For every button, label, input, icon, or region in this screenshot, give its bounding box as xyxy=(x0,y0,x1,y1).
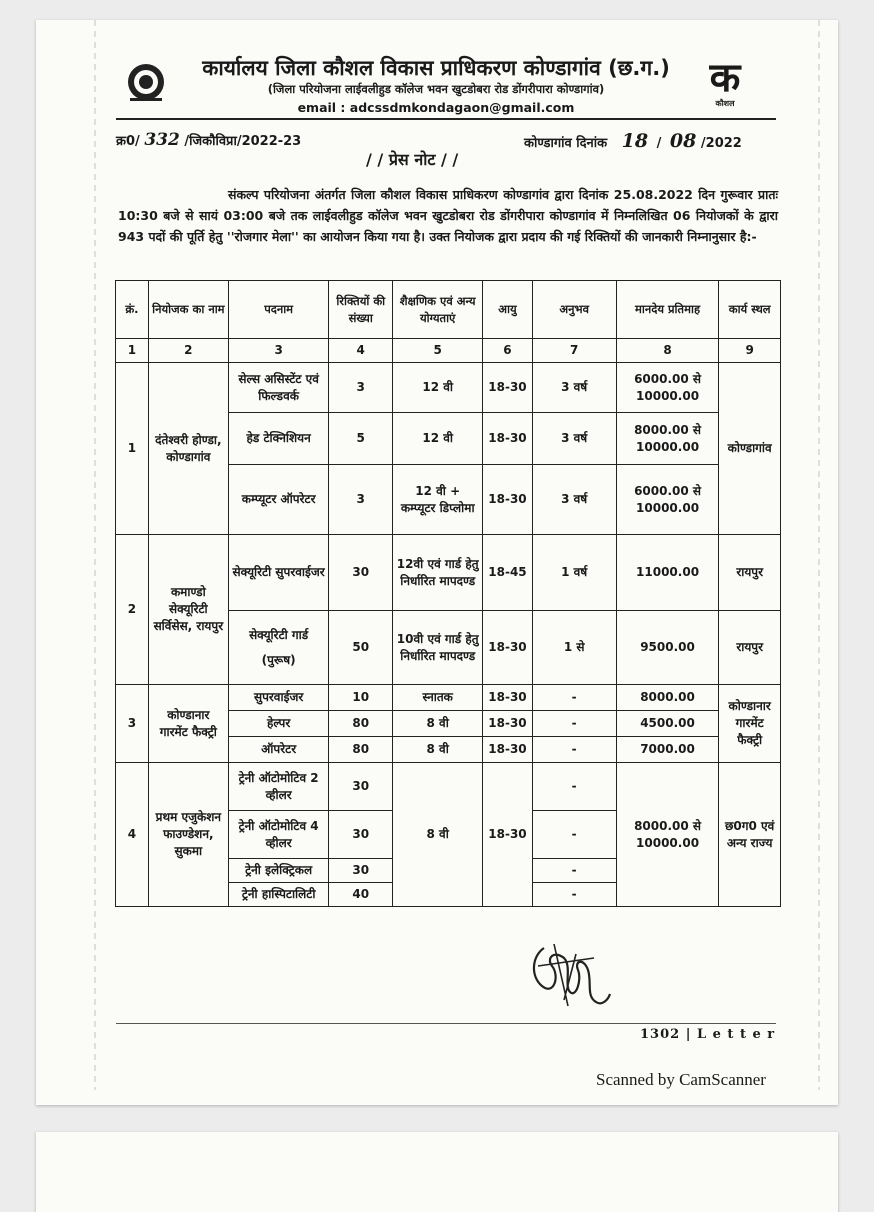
date-line: कोण्डागांव दिनांक 18 / 08 /2022 xyxy=(524,130,742,152)
date-day: 18 xyxy=(621,130,649,152)
post-name: हेल्पर xyxy=(228,711,329,737)
post-name: ट्रेनी हास्पिटालिटी xyxy=(228,883,329,907)
office-email: email : adcssdmkondagaon@gmail.com xyxy=(297,100,575,115)
serial-number: 1 xyxy=(116,363,149,535)
work-location: कोण्डानार गारमेंट फैक्ट्री xyxy=(719,685,781,763)
qualification: 8 वी xyxy=(393,763,483,907)
age: 18-30 xyxy=(483,685,532,711)
skill-logo-caption: कौशल xyxy=(715,99,735,108)
salary: 7000.00 xyxy=(616,737,719,763)
header-cell: आयु xyxy=(483,281,532,339)
scan-artifact-right xyxy=(818,20,820,1090)
experience: - xyxy=(532,685,616,711)
post-name: सेल्स असिस्टेंट एवं फिल्डवर्क xyxy=(228,363,329,413)
header-cell: क्रं. xyxy=(116,281,149,339)
work-location: रायपुर xyxy=(719,611,781,685)
age: 18-30 xyxy=(483,465,532,535)
experience: 3 वर्ष xyxy=(532,465,616,535)
column-number: 5 xyxy=(393,339,483,363)
next-page-edge xyxy=(36,1132,838,1212)
vacancy-count: 30 xyxy=(329,763,393,811)
reference-number xyxy=(116,130,301,150)
header-cell: पदनाम xyxy=(228,281,329,339)
column-number: 2 xyxy=(148,339,228,363)
press-note-heading: / / प्रेस नोट / / xyxy=(366,150,459,169)
letter-code: 1302 | L e t t e r xyxy=(640,1027,776,1042)
government-emblem-icon xyxy=(126,62,166,102)
age: 18-45 xyxy=(483,535,532,611)
header-cell: शैक्षणिक एवं अन्य योग्यताएं xyxy=(393,281,483,339)
header-cell: कार्य स्थल xyxy=(719,281,781,339)
age: 18-30 xyxy=(483,363,532,413)
experience: - xyxy=(532,883,616,907)
column-number-row xyxy=(116,339,781,363)
post-name: सुपरवाईजर xyxy=(228,685,329,711)
column-number: 3 xyxy=(228,339,329,363)
vacancy-count: 80 xyxy=(329,737,393,763)
footer-divider xyxy=(116,1023,776,1024)
serial-number: 4 xyxy=(116,763,149,907)
table-header-row xyxy=(116,281,781,339)
reference-handwritten-number: 332 xyxy=(144,130,180,150)
salary: 6000.00 से 10000.00 xyxy=(616,465,719,535)
qualification: 12 वी xyxy=(393,413,483,465)
post-name: ट्रेनी इलेक्ट्रिकल xyxy=(228,859,329,883)
post-name xyxy=(228,611,329,685)
qualification: 8 वी xyxy=(393,737,483,763)
experience: - xyxy=(532,859,616,883)
press-note-body: संकल्प परियोजना अंतर्गत जिला कौशल विकास प्राधिकरण कोण्डागांव द्वारा दिनांक 25.08.2022 दिन गुरूवार प्रातः 10:30 बजे से सायं 03:00 बजे तक लाईवलीहुड कॉलेज भवन खुटडोबरा रोड डोंगरीपारा कोण्डागांव में निम्नलिखित 06 नियोजकों के द्वारा 943 पदों की पूर्ति हेतु ''रोजगार मेला'' का आयोजन किया गया है। उक्त नियोजक द्वारा प्रदाय की गई रिक्तियों की जानकारी निम्नानुसार है:- xyxy=(118,187,778,244)
header-cell: अनुभव xyxy=(532,281,616,339)
work-location: रायपुर xyxy=(719,535,781,611)
vacancy-count: 30 xyxy=(329,859,393,883)
column-number: 6 xyxy=(483,339,532,363)
column-number: 8 xyxy=(616,339,719,363)
employer-name: प्रथम एजुकेशन फाउण्डेशन, सुकमा xyxy=(148,763,228,907)
work-location: छ0ग0 एवं अन्य राज्य xyxy=(719,763,781,907)
qualification: 12वी एवं गार्ड हेतु निर्धारित मापदण्ड xyxy=(393,535,483,611)
post-name: ऑपरेटर xyxy=(228,737,329,763)
table-row xyxy=(116,363,781,413)
column-number: 4 xyxy=(329,339,393,363)
qualification: 10वी एवं गार्ड हेतु निर्धारित मापदण्ड xyxy=(393,611,483,685)
office-address: (जिला परियोजना लाईवलीहुड कॉलेज भवन खुटडोबरा रोड डोंगरीपारा कोण्डागांव) xyxy=(267,82,605,96)
vacancy-count: 40 xyxy=(329,883,393,907)
age: 18-30 xyxy=(483,413,532,465)
post-name: ट्रेनी ऑटोमोटिव 4 व्हीलर xyxy=(228,811,329,859)
post-name: हेड टेक्निशियन xyxy=(228,413,329,465)
salary: 6000.00 से 10000.00 xyxy=(616,363,719,413)
age: 18-30 xyxy=(483,611,532,685)
header-cell: नियोजक का नाम xyxy=(148,281,228,339)
header-cell: रिक्तियों की संख्या xyxy=(329,281,393,339)
table-row xyxy=(116,763,781,811)
header-cell: मानदेय प्रतिमाह xyxy=(616,281,719,339)
vacancy-count: 5 xyxy=(329,413,393,465)
date-year: /2022 xyxy=(700,136,742,151)
employer-name: कोण्डानार गारमेंट फैक्ट्री xyxy=(148,685,228,763)
salary: 4500.00 xyxy=(616,711,719,737)
experience: 1 से xyxy=(532,611,616,685)
signature-image xyxy=(524,936,614,1014)
salary: 8000.00 से 10000.00 xyxy=(616,763,719,907)
experience: - xyxy=(532,763,616,811)
salary: 9500.00 xyxy=(616,611,719,685)
qualification: 12 वी xyxy=(393,363,483,413)
vacancy-count: 3 xyxy=(329,465,393,535)
qualification: स्नातक xyxy=(393,685,483,711)
post-name: ट्रेनी ऑटोमोटिव 2 व्हीलर xyxy=(228,763,329,811)
serial-number: 3 xyxy=(116,685,149,763)
vacancy-count: 50 xyxy=(329,611,393,685)
vacancy-table xyxy=(115,280,781,907)
employer-name: कमाण्डो सेक्यूरिटी सर्विसेस, रायपुर xyxy=(148,535,228,685)
post-name-text: सेक्यूरिटी गार्ड xyxy=(249,627,309,642)
age: 18-30 xyxy=(483,763,532,907)
office-title: कार्यालय जिला कौशल विकास प्राधिकरण कोण्डागांव (छ.ग.) xyxy=(202,56,670,80)
reference-suffix: /जिकौविप्रा/2022-23 xyxy=(184,134,302,149)
reference-prefix: क्र0/ xyxy=(116,134,140,149)
column-number: 7 xyxy=(532,339,616,363)
vacancy-count: 80 xyxy=(329,711,393,737)
experience: 3 वर्ष xyxy=(532,413,616,465)
serial-number: 2 xyxy=(116,535,149,685)
post-note: (पुरूष) xyxy=(261,652,296,667)
experience: 3 वर्ष xyxy=(532,363,616,413)
experience: - xyxy=(532,811,616,859)
document-page xyxy=(36,20,838,1105)
qualification: 12 वी + कम्प्यूटर डिप्लोमा xyxy=(393,465,483,535)
column-number: 1 xyxy=(116,339,149,363)
qualification: 8 वी xyxy=(393,711,483,737)
vacancy-count: 30 xyxy=(329,535,393,611)
header-divider xyxy=(116,118,776,120)
experience: 1 वर्ष xyxy=(532,535,616,611)
age: 18-30 xyxy=(483,737,532,763)
salary: 8000.00 से 10000.00 xyxy=(616,413,719,465)
employer-name: दंतेश्वरी होण्डा, कोण्डागांव xyxy=(148,363,228,535)
date-label: कोण्डागांव दिनांक xyxy=(524,136,608,151)
skill-logo-glyph: क xyxy=(709,55,741,101)
post-name: सेक्यूरिटी सुपरवाईजर xyxy=(228,535,329,611)
vacancy-count: 3 xyxy=(329,363,393,413)
scanner-watermark: Scanned by CamScanner xyxy=(596,1070,766,1089)
column-number: 9 xyxy=(719,339,781,363)
work-location: कोण्डागांव xyxy=(719,363,781,535)
salary: 8000.00 xyxy=(616,685,719,711)
vacancy-count: 30 xyxy=(329,811,393,859)
scan-artifact-left xyxy=(94,20,96,1090)
table-row xyxy=(116,685,781,711)
experience: - xyxy=(532,737,616,763)
age: 18-30 xyxy=(483,711,532,737)
skill-logo xyxy=(701,55,749,114)
date-month: 08 xyxy=(669,130,697,152)
vacancy-count: 10 xyxy=(329,685,393,711)
post-name: कम्प्यूटर ऑपरेटर xyxy=(228,465,329,535)
table-row xyxy=(116,535,781,611)
experience: - xyxy=(532,711,616,737)
salary: 11000.00 xyxy=(616,535,719,611)
